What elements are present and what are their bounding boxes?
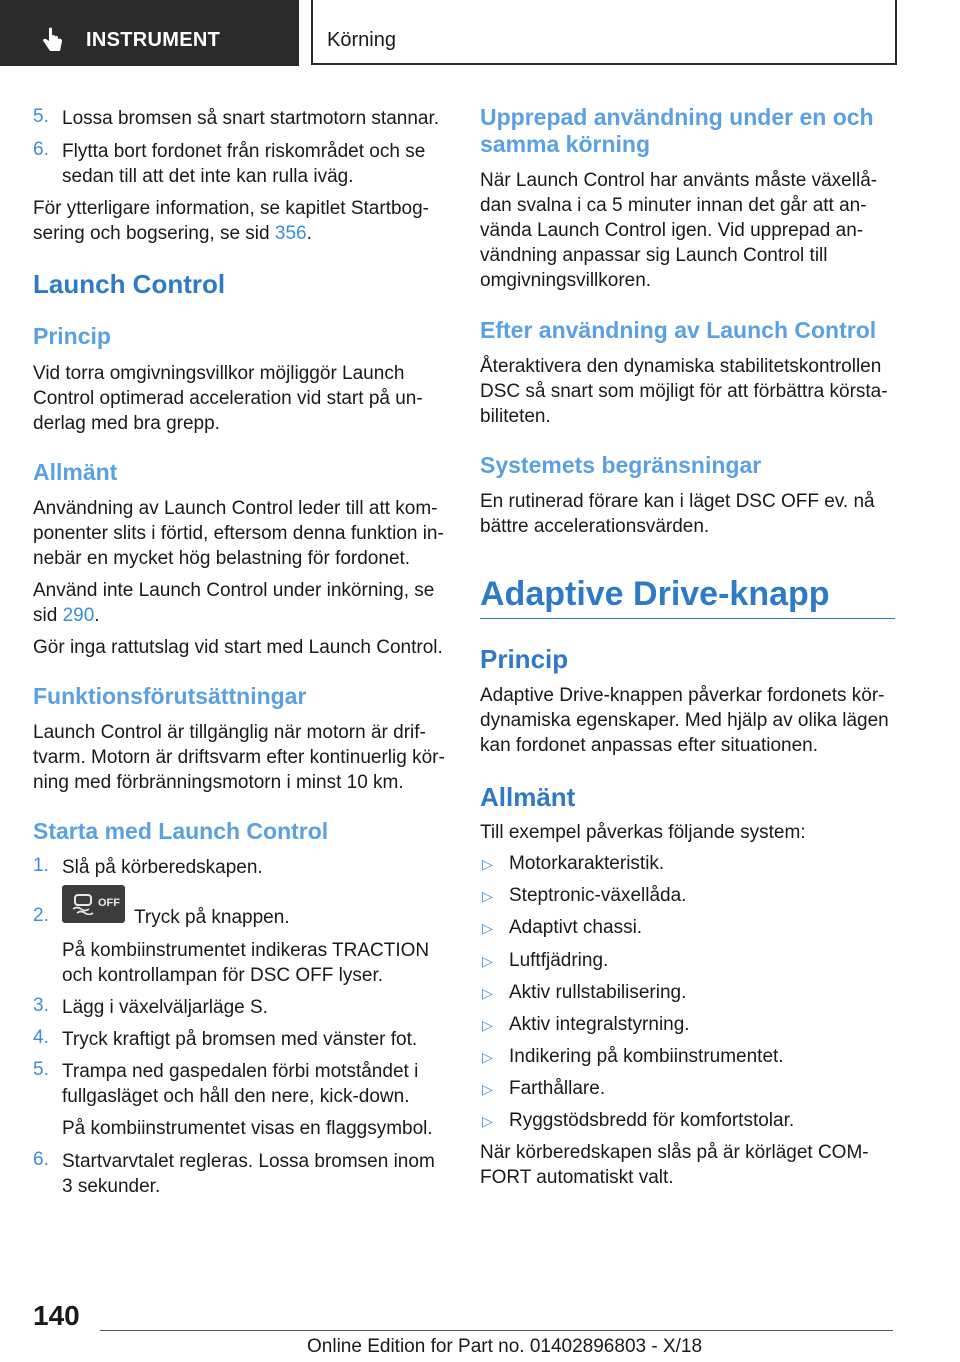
page-link-290[interactable]: 290: [62, 605, 95, 626]
step-text: Trampa ned gaspedalen förbi motståndet i: [62, 1061, 419, 1082]
paragraph: tvarm. Motorn är driftsvarm efter kontinuerlig kör-: [33, 747, 445, 768]
paragraph: ponenter slits i förtid, eftersom denna funktion in-: [33, 523, 444, 544]
step-text: På kombiinstrumentet visas en flaggsymbol.: [62, 1118, 433, 1139]
heading-upprepad-2: samma körning: [480, 131, 650, 157]
page-link-356[interactable]: 356: [274, 223, 307, 244]
step-text: sedan till att det inte kan rulla iväg.: [62, 166, 354, 187]
list-number: 3.: [33, 995, 49, 1016]
list-item: Ryggstödsbredd för komfortstolar.: [509, 1110, 795, 1131]
section-title-box: [311, 0, 897, 65]
paragraph: sid 290.: [33, 605, 100, 626]
list-item: Aktiv integralstyrning.: [509, 1014, 690, 1035]
chapter-tab-label: INSTRUMENT: [86, 29, 221, 51]
list-number: 5.: [33, 1059, 49, 1080]
paragraph: Använd inte Launch Control under inkörning, se: [33, 580, 435, 601]
list-item: Adaptivt chassi.: [509, 917, 643, 938]
paragraph: ning med förbränningsmotorn i minst 10 km.: [33, 772, 404, 793]
step-text: På kombiinstrumentet indikeras TRACTION: [62, 940, 430, 961]
paragraph: Till exempel påverkas följande system:: [480, 822, 806, 843]
list-number: 2.: [33, 905, 49, 926]
paragraph: När Launch Control har använts måste växellå-: [480, 170, 878, 191]
bullet-triangle-icon: ▷: [482, 985, 493, 1001]
heading-princip: Princip: [33, 323, 111, 349]
paragraph: För ytterligare information, se kapitlet Startbog-: [33, 198, 430, 219]
page-number: 140: [33, 1300, 80, 1331]
paragraph: Control optimerad acceleration vid start på un-: [33, 388, 423, 409]
paragraph: Gör inga rattutslag vid start med Launch Control.: [33, 637, 443, 658]
paragraph: När körberedskapen slås på är körläget COM-: [480, 1142, 869, 1163]
heading-adaptive-drive: Adaptive Drive-knapp: [480, 575, 830, 613]
paragraph: bättre accelerationsvärden.: [480, 516, 710, 537]
list-item: Aktiv rullstabilisering.: [509, 982, 687, 1003]
footer-edition: Online Edition for Part no. 01402896803 - X/18: [307, 1336, 703, 1357]
paragraph: derlag med bra grepp.: [33, 413, 220, 434]
bullet-triangle-icon: ▷: [482, 888, 493, 904]
step-text: Startvarvtalet regleras. Lossa bromsen inom: [62, 1151, 435, 1172]
step-text: fullgasläget och håll den nere, kick-down.: [62, 1086, 410, 1107]
hand-pointer-icon: [40, 27, 66, 55]
step-text: Tryck på knappen.: [134, 907, 290, 928]
chapter-tab[interactable]: [0, 0, 299, 66]
paragraph: Återaktivera den dynamiska stabilitetskontrollen: [480, 356, 882, 377]
paragraph: vända Launch Control igen. Vid upprepad an-: [480, 220, 864, 241]
bullet-triangle-icon: ▷: [482, 920, 493, 936]
heading-launch-control: Launch Control: [33, 269, 226, 299]
paragraph: vändning anpassar sig Launch Control till: [480, 245, 828, 266]
paragraph: biliteten.: [480, 406, 551, 427]
heading-allmant-right: Allmänt: [480, 782, 576, 812]
bullet-triangle-icon: ▷: [482, 953, 493, 969]
heading-funktionsforutsattningar: Funktionsförutsättningar: [33, 683, 307, 709]
list-item: Steptronic-växellåda.: [509, 885, 687, 906]
list-item: Farthållare.: [509, 1078, 606, 1099]
step-text: Slå på körberedskapen.: [62, 857, 263, 878]
step-text: och kontrollampan för DSC OFF lyser.: [62, 965, 383, 986]
list-item: Indikering på kombiinstrumentet.: [509, 1046, 784, 1067]
heading-underline: [480, 618, 895, 619]
paragraph: dynamiska egenskaper. Med hjälp av olika lägen: [480, 710, 889, 731]
paragraph: Vid torra omgivningsvillkor möjliggör Launch: [33, 363, 405, 384]
car-skid-icon: [70, 893, 96, 915]
heading-efter: Efter användning av Launch Control: [480, 317, 877, 343]
paragraph: nebär en mycket hög belastning för fordonet.: [33, 548, 411, 569]
paragraph: Launch Control är tillgänglig när motorn är drif-: [33, 722, 426, 743]
paragraph: Användning av Launch Control leder till att kom-: [33, 498, 438, 519]
list-item: Motorkarakteristik.: [509, 853, 665, 874]
paragraph: kan fordonet anpassas efter situationen.: [480, 735, 819, 756]
paragraph: Adaptive Drive-knappen påverkar fordonets kör-: [480, 685, 885, 706]
step-text: Flytta bort fordonet från riskområdet och se: [62, 141, 426, 162]
bullet-triangle-icon: ▷: [482, 1081, 493, 1097]
step-text: 3 sekunder.: [62, 1176, 161, 1197]
bullet-triangle-icon: ▷: [482, 1049, 493, 1065]
list-item: Luftfjädring.: [509, 950, 609, 971]
paragraph: omgivningsvillkoren.: [480, 270, 652, 291]
list-number: 5.: [33, 106, 49, 127]
paragraph: FORT automatiskt valt.: [480, 1167, 674, 1188]
paragraph: En rutinerad förare kan i läget DSC OFF ev. nå: [480, 491, 875, 512]
list-number: 6.: [33, 1149, 49, 1170]
step-text: Tryck kraftigt på bromsen med vänster fot.: [62, 1029, 418, 1050]
bullet-triangle-icon: ▷: [482, 1113, 493, 1129]
off-label: OFF: [98, 897, 120, 909]
list-number: 4.: [33, 1027, 49, 1048]
bullet-triangle-icon: ▷: [482, 1017, 493, 1033]
footer-rule: [100, 1330, 893, 1331]
paragraph: DSC så snart som möjligt för att förbättra körsta-: [480, 381, 888, 402]
list-number: 6.: [33, 139, 49, 160]
bullet-triangle-icon: ▷: [482, 856, 493, 872]
heading-allmant: Allmänt: [33, 459, 118, 485]
section-title: Körning: [327, 29, 396, 51]
list-number: 1.: [33, 855, 49, 876]
heading-princip-right: Princip: [480, 644, 569, 674]
paragraph: dan svalna i ca 5 minuter innan det går att an-: [480, 195, 867, 216]
heading-systemets: Systemets begränsningar: [480, 452, 762, 478]
dsc-off-button-icon: [62, 885, 125, 923]
step-text: Lossa bromsen så snart startmotorn stannar.: [62, 108, 440, 129]
heading-upprepad-1: Upprepad användning under en och: [480, 104, 874, 130]
heading-starta: Starta med Launch Control: [33, 818, 329, 844]
step-text: Lägg i växelväljarläge S.: [62, 997, 268, 1018]
paragraph: sering och bogsering, se sid 356.: [33, 223, 312, 244]
